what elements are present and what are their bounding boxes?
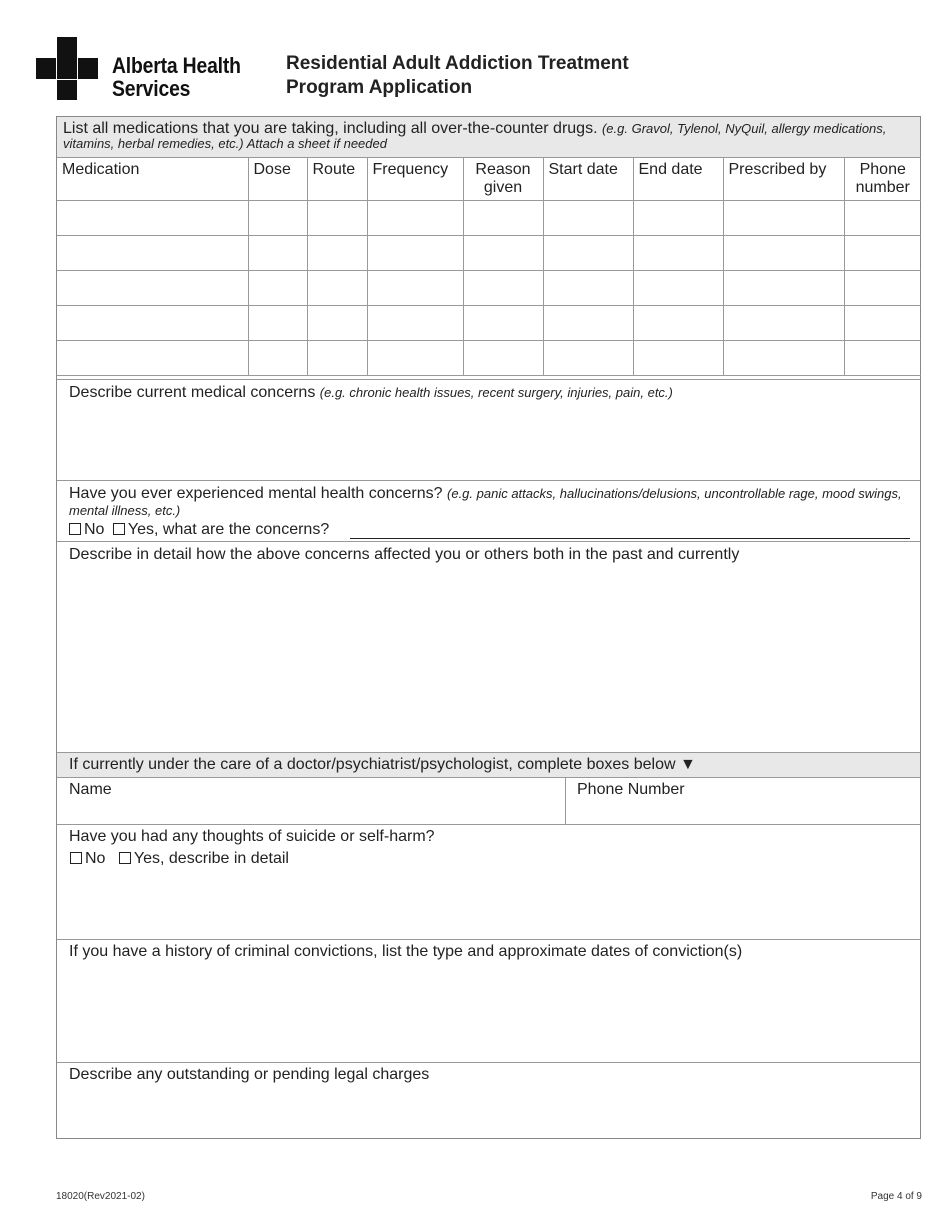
care-phone-input[interactable] <box>566 778 920 824</box>
end-date-cell[interactable] <box>633 201 723 236</box>
legal-label: Describe any outstanding or pending legal charges <box>69 1066 430 1083</box>
mental-health-yes-checkbox[interactable] <box>113 523 125 535</box>
form-title-line1: Residential Adult Addiction Treatment <box>286 53 629 74</box>
care-name-label: Name <box>69 781 112 798</box>
col-end-date: End date <box>633 158 723 201</box>
ahs-cross-icon <box>36 37 100 101</box>
medical-concerns-section[interactable] <box>57 379 920 480</box>
care-section-header <box>57 752 920 777</box>
medications-table <box>57 157 921 376</box>
table-row <box>57 201 921 236</box>
form-title <box>286 52 629 100</box>
suicide-label: Have you had any thoughts of suicide or self-harm? <box>69 828 435 845</box>
page-number: Page 4 of 9 <box>870 1191 922 1202</box>
ahs-logo <box>36 37 251 101</box>
prescribed-by-cell[interactable] <box>723 236 844 271</box>
reason-cell[interactable] <box>463 306 543 341</box>
criminal-section[interactable] <box>57 939 920 1062</box>
mental-health-yes-label: Yes, what are the concerns? <box>127 521 330 538</box>
frequency-cell[interactable] <box>367 306 463 341</box>
mental-health-label: Have you ever experienced mental health concerns? <box>69 485 443 502</box>
route-cell[interactable] <box>307 271 367 306</box>
route-cell[interactable] <box>307 341 367 376</box>
medications-intro-note: (e.g. Gravol, Tylenol, NyQuil, allergy medications, vitamins, herbal remedies, etc.) Attach a sheet if needed <box>63 121 887 151</box>
care-fields <box>57 777 920 824</box>
medications-header-row <box>57 158 921 201</box>
org-name-line2: Services <box>112 76 191 101</box>
med-cell[interactable] <box>57 201 248 236</box>
start-date-cell[interactable] <box>543 201 633 236</box>
route-cell[interactable] <box>307 236 367 271</box>
mental-health-concerns-input[interactable] <box>350 538 910 539</box>
suicide-no-label: No <box>85 850 106 867</box>
reason-cell[interactable] <box>463 271 543 306</box>
phone-cell[interactable] <box>844 201 921 236</box>
suicide-yes-label: Yes, describe in detail <box>133 850 289 867</box>
start-date-cell[interactable] <box>543 236 633 271</box>
frequency-cell[interactable] <box>367 201 463 236</box>
prescribed-by-cell[interactable] <box>723 271 844 306</box>
start-date-cell[interactable] <box>543 306 633 341</box>
start-date-cell[interactable] <box>543 341 633 376</box>
form-title-line2: Program Application <box>286 77 473 98</box>
start-date-cell[interactable] <box>543 271 633 306</box>
col-medication: Medication <box>57 158 248 201</box>
org-name <box>112 54 241 100</box>
route-cell[interactable] <box>307 306 367 341</box>
phone-cell[interactable] <box>844 341 921 376</box>
frequency-cell[interactable] <box>367 236 463 271</box>
prescribed-by-cell[interactable] <box>723 306 844 341</box>
med-cell[interactable] <box>57 341 248 376</box>
dose-cell[interactable] <box>248 271 307 306</box>
mental-health-note: (e.g. panic attacks, hallucinations/delusions, uncontrollable rage, mood swings, mental illness, etc.) <box>69 486 902 518</box>
col-phone-number: Phone number <box>844 158 921 201</box>
end-date-cell[interactable] <box>633 306 723 341</box>
form-frame <box>56 116 921 1139</box>
org-name-line1: Alberta Health <box>112 53 241 78</box>
suicide-section <box>57 824 920 939</box>
col-prescribed-by: Prescribed by <box>723 158 844 201</box>
impact-section[interactable] <box>57 541 920 752</box>
mental-health-no-checkbox[interactable] <box>69 523 81 535</box>
col-route: Route <box>307 158 367 201</box>
table-row <box>57 271 921 306</box>
dose-cell[interactable] <box>248 201 307 236</box>
medical-concerns-note: (e.g. chronic health issues, recent surgery, injuries, pain, etc.) <box>319 385 673 400</box>
table-row <box>57 236 921 271</box>
suicide-yes-checkbox[interactable] <box>119 852 131 864</box>
impact-label: Describe in detail how the above concerns affected you or others both in the past and currently <box>69 546 740 563</box>
table-row <box>57 341 921 376</box>
medications-intro: List all medications that you are taking, including all over-the-counter drugs. <box>63 120 598 137</box>
prescribed-by-cell[interactable] <box>723 201 844 236</box>
legal-section[interactable] <box>57 1062 920 1138</box>
phone-cell[interactable] <box>844 236 921 271</box>
dose-cell[interactable] <box>248 236 307 271</box>
dose-cell[interactable] <box>248 341 307 376</box>
reason-cell[interactable] <box>463 201 543 236</box>
reason-cell[interactable] <box>463 236 543 271</box>
suicide-no-checkbox[interactable] <box>70 852 82 864</box>
med-cell[interactable] <box>57 271 248 306</box>
med-cell[interactable] <box>57 306 248 341</box>
care-name-input[interactable] <box>57 778 565 824</box>
phone-cell[interactable] <box>844 271 921 306</box>
phone-cell[interactable] <box>844 306 921 341</box>
mental-health-no-label: No <box>84 521 105 538</box>
col-frequency: Frequency <box>367 158 463 201</box>
route-cell[interactable] <box>307 201 367 236</box>
medical-concerns-label: Describe current medical concerns <box>69 384 316 401</box>
prescribed-by-cell[interactable] <box>723 341 844 376</box>
med-cell[interactable] <box>57 236 248 271</box>
col-start-date: Start date <box>543 158 633 201</box>
end-date-cell[interactable] <box>633 271 723 306</box>
col-dose: Dose <box>248 158 307 201</box>
criminal-label: If you have a history of criminal convictions, list the type and approximate dates of conviction(s) <box>69 943 743 960</box>
medications-section-header <box>57 117 920 158</box>
end-date-cell[interactable] <box>633 236 723 271</box>
reason-cell[interactable] <box>463 341 543 376</box>
care-label: If currently under the care of a doctor/psychiatrist/psychologist, complete boxes below ▼ <box>69 756 696 773</box>
frequency-cell[interactable] <box>367 341 463 376</box>
table-row <box>57 306 921 341</box>
care-phone-label: Phone Number <box>577 781 685 798</box>
dose-cell[interactable] <box>248 306 307 341</box>
end-date-cell[interactable] <box>633 341 723 376</box>
mental-health-section <box>57 480 920 541</box>
form-number: 18020(Rev2021-02) <box>56 1191 145 1202</box>
frequency-cell[interactable] <box>367 271 463 306</box>
col-reason-given: Reason given <box>463 158 543 201</box>
